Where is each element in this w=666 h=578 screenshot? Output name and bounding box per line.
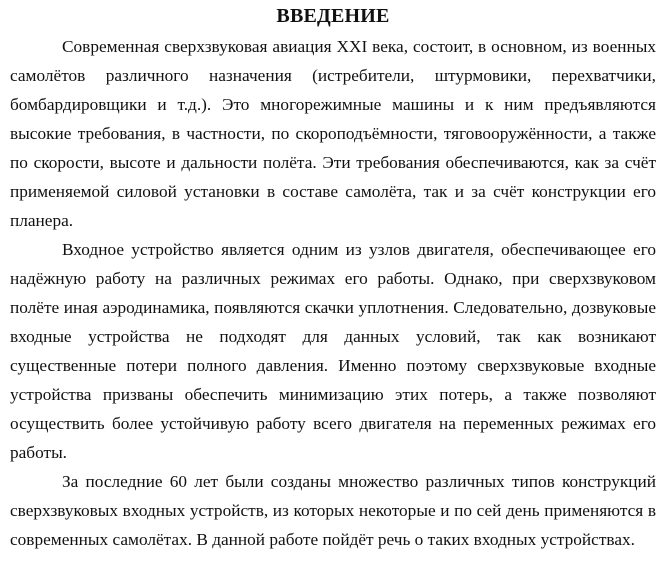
section-title: ВВЕДЕНИЕ <box>276 5 390 27</box>
paragraph-1: Современная сверхзвуковая авиация XXI века, состоит, в основном, из военных самолётов различного назначения (истребители, штурмовики, перехватчики, бомбардировщики и т.д.). Это многорежимные машины и к ним предъявляются высокие требования, в частности, по скороподъёмности, тяговооружённости, а также по скорости, высоте и дальности полёта. Эти требования обеспечиваются, как за счёт применяемой силовой установки в составе самолёта, так и за счёт конструкции его планера. <box>10 37 656 230</box>
paragraph-3: За последние 60 лет были созданы множество различных типов конструкций сверхзвуковых входных устройств, из которых некоторые и по сей день применяются в современных самолётах. В данной работе пойдёт речь о таких входных устройствах. <box>10 472 656 549</box>
paragraph-2: Входное устройство является одним из узлов двигателя, обеспечивающее его надёжную работу на различных режимах его работы. Однако, при сверхзвуковом полёте иная аэродинамика, появляются скачки уплотнения. Следовательно, дозвуковые входные устройства не подходят для данных условий, так как возникают существенные потери полного давления. Именно поэтому сверхзвуковые входные устройства призваны обеспечить минимизацию этих потерь, а также позволяют осуществить более устойчивую работу всего двигателя на переменных режимах его работы. <box>10 240 656 462</box>
